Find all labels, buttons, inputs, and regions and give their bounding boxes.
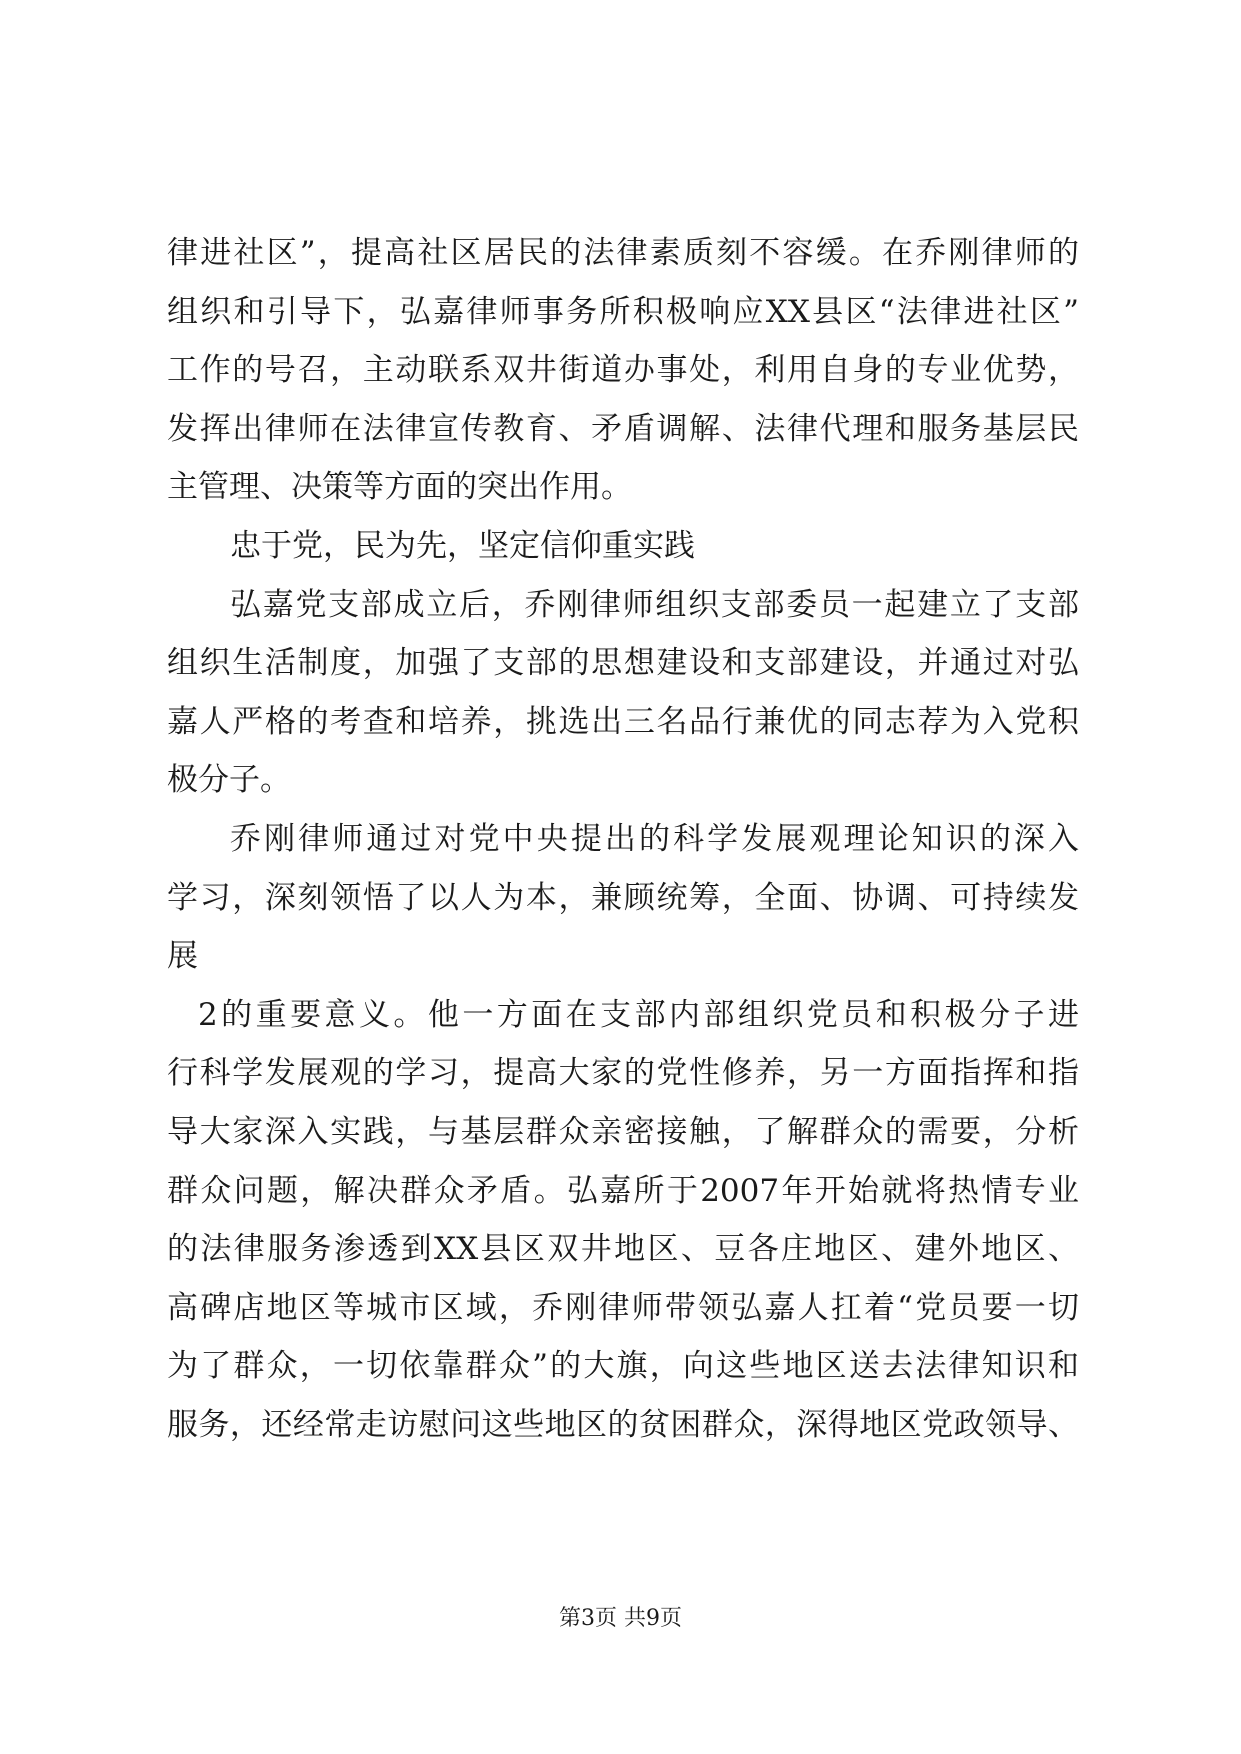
text-line: 学习，深刻领悟了以人为本，兼顾统筹，全面、协调、可持续发	[167, 879, 1079, 916]
text-line: 组织生活制度，加强了支部的思想建设和支部建设，并通过对弘	[167, 645, 1079, 682]
text-line: 弘嘉党支部成立后，乔刚律师组织支部委员一起建立了支部	[230, 586, 1079, 623]
text-line: 群众问题，解决群众矛盾。弘嘉所于2007年开始就将热情专业	[167, 1172, 1079, 1209]
text-line: 高碑店地区等城市区域，乔刚律师带领弘嘉人扛着“党员要一切	[167, 1289, 1079, 1326]
text-line: 展	[167, 938, 198, 975]
text-line: 律进社区”，提高社区居民的法律素质刻不容缓。在乔刚律师的	[167, 235, 1079, 271]
text-line: 为了群众，一切依靠群众”的大旗，向这些地区送去法律知识和	[167, 1348, 1079, 1385]
text-line: 发挥出律师在法律宣传教育、矛盾调解、法律代理和服务基层民	[167, 410, 1079, 447]
text-line: 嘉人严格的考查和培养，挑选出三名品行兼优的同志荐为入党积	[167, 703, 1079, 740]
text-line: 导大家深入实践，与基层群众亲密接触，了解群众的需要，分析	[167, 1113, 1079, 1150]
document-body	[167, 224, 1079, 1454]
text-line: 乔刚律师通过对党中央提出的科学发展观理论知识的深入	[230, 820, 1079, 857]
text-line: 的法律服务渗透到XX县区双井地区、豆各庄地区、建外地区、	[167, 1231, 1079, 1268]
text-line: 工作的号召，主动联系双井街道办事处，利用自身的专业优势，	[167, 352, 1079, 389]
section-heading: 忠于党，民为先，坚定信仰重实践	[230, 527, 695, 564]
page-footer: 第3页 共9页	[559, 1606, 682, 1631]
text-line: 服务，还经常走访慰问这些地区的贫困群众，深得地区党政领导、	[167, 1406, 1079, 1443]
text-line: 极分子。	[167, 762, 291, 799]
text-line: 主管理、决策等方面的突出作用。	[167, 469, 632, 506]
text-line: 组织和引导下，弘嘉律师事务所积极响应XX县区“法律进社区”	[167, 293, 1079, 330]
text-line: 行科学发展观的学习，提高大家的党性修养，另一方面指挥和指	[167, 1055, 1079, 1092]
text-line: 2的重要意义。他一方面在支部内部组织党员和积极分子进	[198, 996, 1079, 1033]
